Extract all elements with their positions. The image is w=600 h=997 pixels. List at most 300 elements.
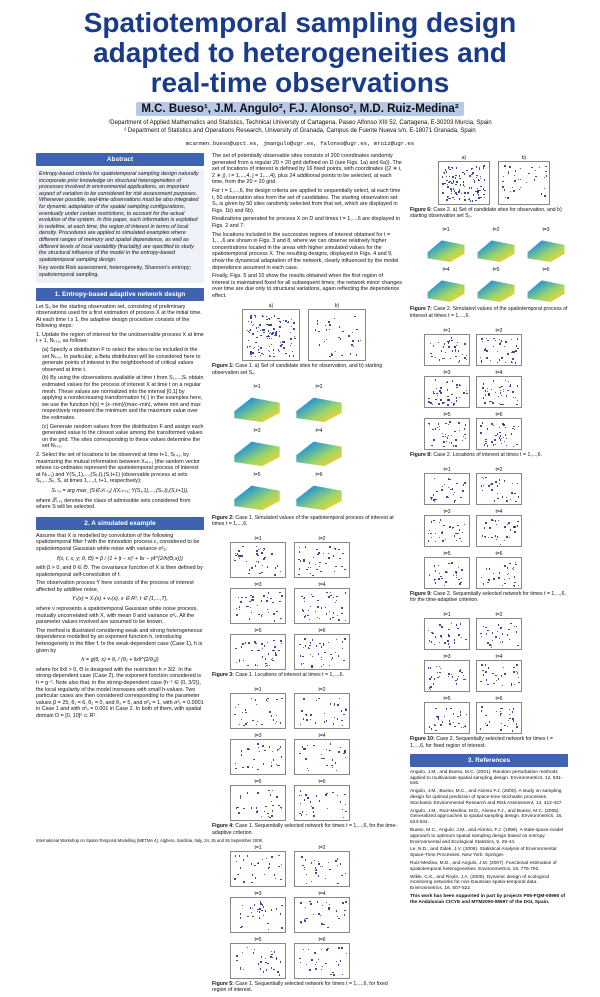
panel-label: t=4 xyxy=(495,654,503,661)
site-marker xyxy=(446,171,447,172)
site-marker xyxy=(440,399,441,400)
site-marker xyxy=(238,550,239,551)
site-marker xyxy=(343,660,344,661)
figure-9-caption xyxy=(410,591,568,603)
site-marker xyxy=(289,355,290,356)
site-marker xyxy=(497,493,498,494)
site-marker xyxy=(428,630,429,631)
site-marker xyxy=(451,167,452,168)
footer: International Workshop on Spatio-Temporal Modelling (METMA 4), Alghero, Sardinia, Italy, 24, 25 and 26 September 2008. xyxy=(36,838,264,843)
site-marker xyxy=(360,340,361,341)
site-marker xyxy=(442,176,443,177)
site-marker xyxy=(315,564,316,565)
site-marker xyxy=(236,955,237,956)
site-marker xyxy=(330,618,331,619)
site-marker xyxy=(496,524,497,525)
site-marker xyxy=(438,423,439,424)
site-marker xyxy=(508,172,509,173)
site-marker xyxy=(344,750,345,751)
site-marker xyxy=(235,555,236,556)
site-marker xyxy=(439,642,440,643)
site-marker xyxy=(298,574,299,575)
abstract-text: Entropy-based criteria for spatiotemporal sampling design naturally incorporate prior knowledge on structural heterogeneities of processes involved in environmental applications, an important aspect of variation to be considered for risk assessment purposes. Whenever possible, real-time observations must be also integrated for dynamic adaptation of the spatial sampling configurations, eventually under certain restrictions, to account for the actual evolution of the system. In this paper, such information is exploited to redefine, at each time, the region of interest in terms of local density. Procedures are applied to simulated examples where different ranges of memory and spatial dependence, as well as different levels of local variability (fractality) are specified to study the structural influence of the model in the entropy-based spatiotemporal sampling design. xyxy=(39,171,199,263)
site-marker xyxy=(513,397,514,398)
site-marker xyxy=(458,567,459,568)
site-marker xyxy=(464,434,465,435)
site-marker xyxy=(480,425,481,426)
panel-label: t=3 xyxy=(443,369,451,376)
site-marker xyxy=(268,929,269,930)
site-marker xyxy=(258,349,259,350)
site-marker xyxy=(464,196,465,197)
scatter-dots xyxy=(231,694,285,728)
caption-label: Figure 2: xyxy=(212,514,234,521)
site-marker xyxy=(323,664,324,665)
site-marker xyxy=(239,855,240,856)
site-marker xyxy=(498,396,499,397)
site-marker xyxy=(271,553,272,554)
site-marker xyxy=(485,664,486,665)
site-marker xyxy=(449,176,450,177)
site-marker xyxy=(260,548,261,549)
site-marker xyxy=(464,428,465,429)
site-marker xyxy=(271,715,272,716)
site-marker xyxy=(281,864,282,865)
site-marker xyxy=(502,496,503,497)
site-marker xyxy=(456,440,457,441)
site-marker xyxy=(238,812,239,813)
scatter-panel xyxy=(424,696,470,734)
site-marker xyxy=(513,446,514,447)
site-marker xyxy=(324,721,325,722)
site-marker xyxy=(306,714,307,715)
site-marker xyxy=(317,901,318,902)
keywords: Key words:Risk assessment, heterogeneity, Shannon's entropy; spatiotemporal sampling. xyxy=(39,265,191,278)
site-marker xyxy=(271,951,272,952)
site-marker xyxy=(491,389,492,390)
site-marker xyxy=(448,478,449,479)
panel-label: t=2 xyxy=(315,383,323,390)
site-marker xyxy=(434,478,435,479)
panel-label: t=5 xyxy=(443,411,451,418)
scatter-dots xyxy=(477,619,521,649)
site-marker xyxy=(484,402,485,403)
site-marker xyxy=(459,189,460,190)
site-marker xyxy=(433,393,434,394)
site-marker xyxy=(515,170,516,171)
site-marker xyxy=(323,643,324,644)
site-marker xyxy=(259,908,260,909)
site-marker xyxy=(508,573,509,574)
site-marker xyxy=(304,869,305,870)
site-marker xyxy=(449,720,450,721)
site-marker xyxy=(240,601,241,602)
site-marker xyxy=(506,497,507,498)
site-marker xyxy=(448,629,449,630)
c2-paragraph: Realizations generated for process X on D and times t = 1,...,6 are displayed in Figs. 2 and 7. xyxy=(212,216,401,229)
panel-label: t=1 xyxy=(253,383,261,390)
site-marker xyxy=(449,646,450,647)
site-marker xyxy=(458,191,459,192)
site-marker xyxy=(544,188,545,189)
site-marker xyxy=(459,178,460,179)
site-marker xyxy=(316,549,317,550)
site-marker xyxy=(274,574,275,575)
site-marker xyxy=(279,351,280,352)
site-marker xyxy=(516,631,517,632)
site-marker xyxy=(321,754,322,755)
site-marker xyxy=(460,497,461,498)
site-marker xyxy=(493,425,494,426)
site-marker xyxy=(237,807,238,808)
site-marker xyxy=(499,572,500,573)
site-marker xyxy=(526,182,527,183)
reference-item: Angulo, J.M., and Bueso, M.C. (2001). Random perturbation methods applied to multivariate spatial sampling design. Environmetrics, 12, 631-646. xyxy=(410,769,563,787)
site-marker xyxy=(483,194,484,195)
site-marker xyxy=(429,726,430,727)
site-marker xyxy=(488,668,489,669)
site-marker xyxy=(340,801,341,802)
site-marker xyxy=(448,673,449,674)
site-marker xyxy=(341,613,342,614)
site-marker xyxy=(460,711,461,712)
site-marker xyxy=(251,650,252,651)
site-marker xyxy=(273,640,274,641)
site-marker xyxy=(499,479,500,480)
site-marker xyxy=(337,718,338,719)
site-marker xyxy=(514,531,515,532)
scatter-panel xyxy=(294,733,350,775)
site-marker xyxy=(476,166,477,167)
site-marker xyxy=(437,395,438,396)
site-marker xyxy=(434,644,435,645)
site-marker xyxy=(274,951,275,952)
surface-panel xyxy=(230,383,284,425)
site-marker xyxy=(258,549,259,550)
s2-paragraph: where for ‖x‖ > 0, Θ is designed with the restriction h > 3/2. In the strong-dependent case (Case 2), the exponent function considered is h = g⁻¹. Note also that, in the strong-dependent case (h⁻¹ ∈ (0, 3/2)), the local regularity of the model increases with small h-values. Two particular cases are then considered corresponding to the parameter values β = 25, θ₁ = 6, θ₂ = 0, and θ₃ = 5, and σ²ₑ = 1, with σ²ᵥ = 0.0001 in Case 1 and with σ²ᵥ = 0.001 in Case 2. In both of them, with spatial domain D = [0, 10]² ⊂ R². xyxy=(36,666,204,719)
site-marker xyxy=(495,675,496,676)
site-marker xyxy=(328,907,329,908)
site-marker xyxy=(273,328,274,329)
site-marker xyxy=(259,324,260,325)
site-marker xyxy=(326,339,327,340)
site-marker xyxy=(342,809,343,810)
site-marker xyxy=(326,613,327,614)
site-marker xyxy=(447,184,448,185)
figure-6-caption xyxy=(410,207,568,219)
site-marker xyxy=(487,582,488,583)
site-marker xyxy=(332,972,333,973)
site-marker xyxy=(250,607,251,608)
site-marker xyxy=(302,865,303,866)
site-marker xyxy=(481,710,482,711)
site-marker xyxy=(500,713,501,714)
site-marker xyxy=(442,486,443,487)
site-marker xyxy=(234,560,235,561)
site-marker xyxy=(515,501,516,502)
site-marker xyxy=(322,905,323,906)
site-marker xyxy=(444,484,445,485)
site-marker xyxy=(344,794,345,795)
site-marker xyxy=(303,647,304,648)
site-marker xyxy=(273,759,274,760)
site-marker xyxy=(265,806,266,807)
site-marker xyxy=(274,613,275,614)
site-marker xyxy=(328,862,329,863)
site-marker xyxy=(434,678,435,679)
site-marker xyxy=(481,636,482,637)
site-marker xyxy=(436,499,437,500)
site-marker xyxy=(459,198,460,199)
site-marker xyxy=(272,790,273,791)
site-marker xyxy=(435,636,436,637)
site-marker xyxy=(301,596,302,597)
site-marker xyxy=(350,353,351,354)
site-marker xyxy=(263,354,264,355)
site-marker xyxy=(264,645,265,646)
site-marker xyxy=(445,581,446,582)
site-marker xyxy=(480,176,481,177)
site-marker xyxy=(509,718,510,719)
site-marker xyxy=(495,481,496,482)
site-marker xyxy=(443,441,444,442)
scatter-dots xyxy=(231,944,285,978)
site-marker xyxy=(311,959,312,960)
site-marker xyxy=(260,347,261,348)
site-marker xyxy=(342,902,343,903)
site-marker xyxy=(464,192,465,193)
site-marker xyxy=(275,567,276,568)
site-marker xyxy=(246,561,247,562)
site-marker xyxy=(262,565,263,566)
figure-8-caption xyxy=(410,452,568,458)
site-marker xyxy=(445,352,446,353)
site-marker xyxy=(239,609,240,610)
site-marker xyxy=(308,770,309,771)
site-marker xyxy=(501,386,502,387)
site-marker xyxy=(341,875,342,876)
site-marker xyxy=(247,346,248,347)
scatter-dots xyxy=(499,162,549,204)
site-marker xyxy=(451,394,452,395)
section-3-heading: 3. References xyxy=(410,754,568,767)
site-marker xyxy=(252,596,253,597)
site-marker xyxy=(243,808,244,809)
site-marker xyxy=(256,337,257,338)
site-marker xyxy=(267,698,268,699)
site-marker xyxy=(439,359,440,360)
site-marker xyxy=(267,701,268,702)
s1-step: (b) By using the observations available at time t from S₁,...,Sₜ obtain estimated values for the process of interest X at time t on a regular mesh. These values are normalized into the interval [0,1] by applying a nondecreasing transformation h(·) in the examples here, we use the function h(x) = (x−min)/(max−min), where min and max respectively represent the minimum and the maximum value over the estimates. xyxy=(42,375,204,421)
site-marker xyxy=(441,637,442,638)
site-marker xyxy=(484,190,485,191)
panel-label: t=1 xyxy=(443,467,451,474)
site-marker xyxy=(502,404,503,405)
figure-3 xyxy=(212,534,402,670)
scatter-dots xyxy=(295,543,349,577)
site-marker xyxy=(505,380,506,381)
site-marker xyxy=(446,441,447,442)
site-marker xyxy=(517,645,518,646)
site-marker xyxy=(283,341,284,342)
site-marker xyxy=(499,638,500,639)
site-marker xyxy=(266,665,267,666)
site-marker xyxy=(308,647,309,648)
site-marker xyxy=(313,745,314,746)
site-marker xyxy=(452,528,453,529)
site-marker xyxy=(541,193,542,194)
site-marker xyxy=(451,623,452,624)
site-marker xyxy=(504,480,505,481)
site-marker xyxy=(435,541,436,542)
site-marker xyxy=(242,546,243,547)
site-marker xyxy=(337,883,338,884)
site-marker xyxy=(236,861,237,862)
site-marker xyxy=(445,423,446,424)
scatter-dots xyxy=(295,694,349,728)
site-marker xyxy=(247,916,248,917)
site-marker xyxy=(272,658,273,659)
surface-plot xyxy=(292,391,346,425)
site-marker xyxy=(514,576,515,577)
site-marker xyxy=(234,714,235,715)
affiliation-2: ² Department of Statistics and Operations Research, University of Granada, Campus de Fuente Nueva s/n, E-18071 Granada, Spain xyxy=(124,127,476,134)
site-marker xyxy=(294,338,295,339)
site-marker xyxy=(460,623,461,624)
site-marker xyxy=(271,317,272,318)
site-marker xyxy=(337,795,338,796)
site-marker xyxy=(478,194,479,195)
site-marker xyxy=(493,444,494,445)
site-marker xyxy=(271,338,272,339)
site-marker xyxy=(432,633,433,634)
site-marker xyxy=(461,672,462,673)
site-marker xyxy=(277,750,278,751)
site-marker xyxy=(309,562,310,563)
site-marker xyxy=(509,714,510,715)
site-marker xyxy=(271,344,272,345)
site-marker xyxy=(281,808,282,809)
site-marker xyxy=(306,874,307,875)
site-marker xyxy=(487,684,488,685)
site-marker xyxy=(449,479,450,480)
site-marker xyxy=(337,615,338,616)
site-marker xyxy=(264,811,265,812)
panel-label: t=6 xyxy=(318,779,326,786)
site-marker xyxy=(480,178,481,179)
site-marker xyxy=(435,708,436,709)
site-marker xyxy=(281,643,282,644)
site-marker xyxy=(266,858,267,859)
site-marker xyxy=(333,597,334,598)
site-marker xyxy=(453,722,454,723)
site-marker xyxy=(269,746,270,747)
surface-panel xyxy=(524,267,568,304)
site-marker xyxy=(518,426,519,427)
site-marker xyxy=(279,974,280,975)
site-marker xyxy=(461,193,462,194)
site-marker xyxy=(454,347,455,348)
site-marker xyxy=(303,560,304,561)
site-marker xyxy=(271,967,272,968)
site-marker xyxy=(303,610,304,611)
site-marker xyxy=(515,362,516,363)
scatter-dots xyxy=(295,898,349,932)
site-marker xyxy=(466,714,467,715)
site-marker xyxy=(250,907,251,908)
site-marker xyxy=(434,725,435,726)
site-marker xyxy=(447,572,448,573)
scatter-panel xyxy=(476,411,522,450)
site-marker xyxy=(256,811,257,812)
panel-label: t=6 xyxy=(495,696,503,703)
column-right xyxy=(410,153,568,908)
site-marker xyxy=(466,390,467,391)
site-marker xyxy=(324,652,325,653)
scatter-panel xyxy=(476,509,522,547)
site-marker xyxy=(457,678,458,679)
site-marker xyxy=(505,341,506,342)
site-marker xyxy=(293,328,294,329)
site-marker xyxy=(439,676,440,677)
site-marker xyxy=(459,670,460,671)
site-marker xyxy=(341,607,342,608)
site-marker xyxy=(275,878,276,879)
site-marker xyxy=(491,519,492,520)
site-marker xyxy=(546,175,547,176)
site-marker xyxy=(330,974,331,975)
site-marker xyxy=(457,525,458,526)
site-marker xyxy=(269,346,270,347)
site-marker xyxy=(495,636,496,637)
site-marker xyxy=(341,720,342,721)
panel-label: t=3 xyxy=(443,654,451,661)
site-marker xyxy=(463,181,464,182)
site-marker xyxy=(520,168,521,169)
site-marker xyxy=(500,392,501,393)
figure-1-caption xyxy=(212,363,402,375)
site-marker xyxy=(274,646,275,647)
site-marker xyxy=(341,947,342,948)
scatter-panel xyxy=(230,687,286,729)
s2-paragraph: The observation process Y here consists of the process of interest affected by additive noise, xyxy=(36,580,194,593)
site-marker xyxy=(260,335,261,336)
site-marker xyxy=(518,179,519,180)
site-marker xyxy=(511,361,512,362)
site-marker xyxy=(312,596,313,597)
site-marker xyxy=(509,709,510,710)
site-marker xyxy=(437,677,438,678)
figure-10 xyxy=(410,610,568,734)
site-marker xyxy=(458,350,459,351)
site-marker xyxy=(454,535,455,536)
site-marker xyxy=(487,724,488,725)
site-marker xyxy=(275,654,276,655)
scatter-dots xyxy=(477,558,521,588)
site-marker xyxy=(353,346,354,347)
site-marker xyxy=(440,668,441,669)
site-marker xyxy=(447,389,448,390)
reference-item: Wikle, C.K., and Royle, J.A. (2005). Dynamic design of ecological monitoring networks for non-Gaussian spatio-temporal data. Environmetrics, 16, 507-522. xyxy=(410,874,549,892)
site-marker xyxy=(342,331,343,332)
site-marker xyxy=(345,592,346,593)
figure-1 xyxy=(212,303,402,361)
site-marker xyxy=(513,569,514,570)
site-marker xyxy=(454,199,455,200)
site-marker xyxy=(318,331,319,332)
site-marker xyxy=(477,188,478,189)
site-marker xyxy=(319,562,320,563)
